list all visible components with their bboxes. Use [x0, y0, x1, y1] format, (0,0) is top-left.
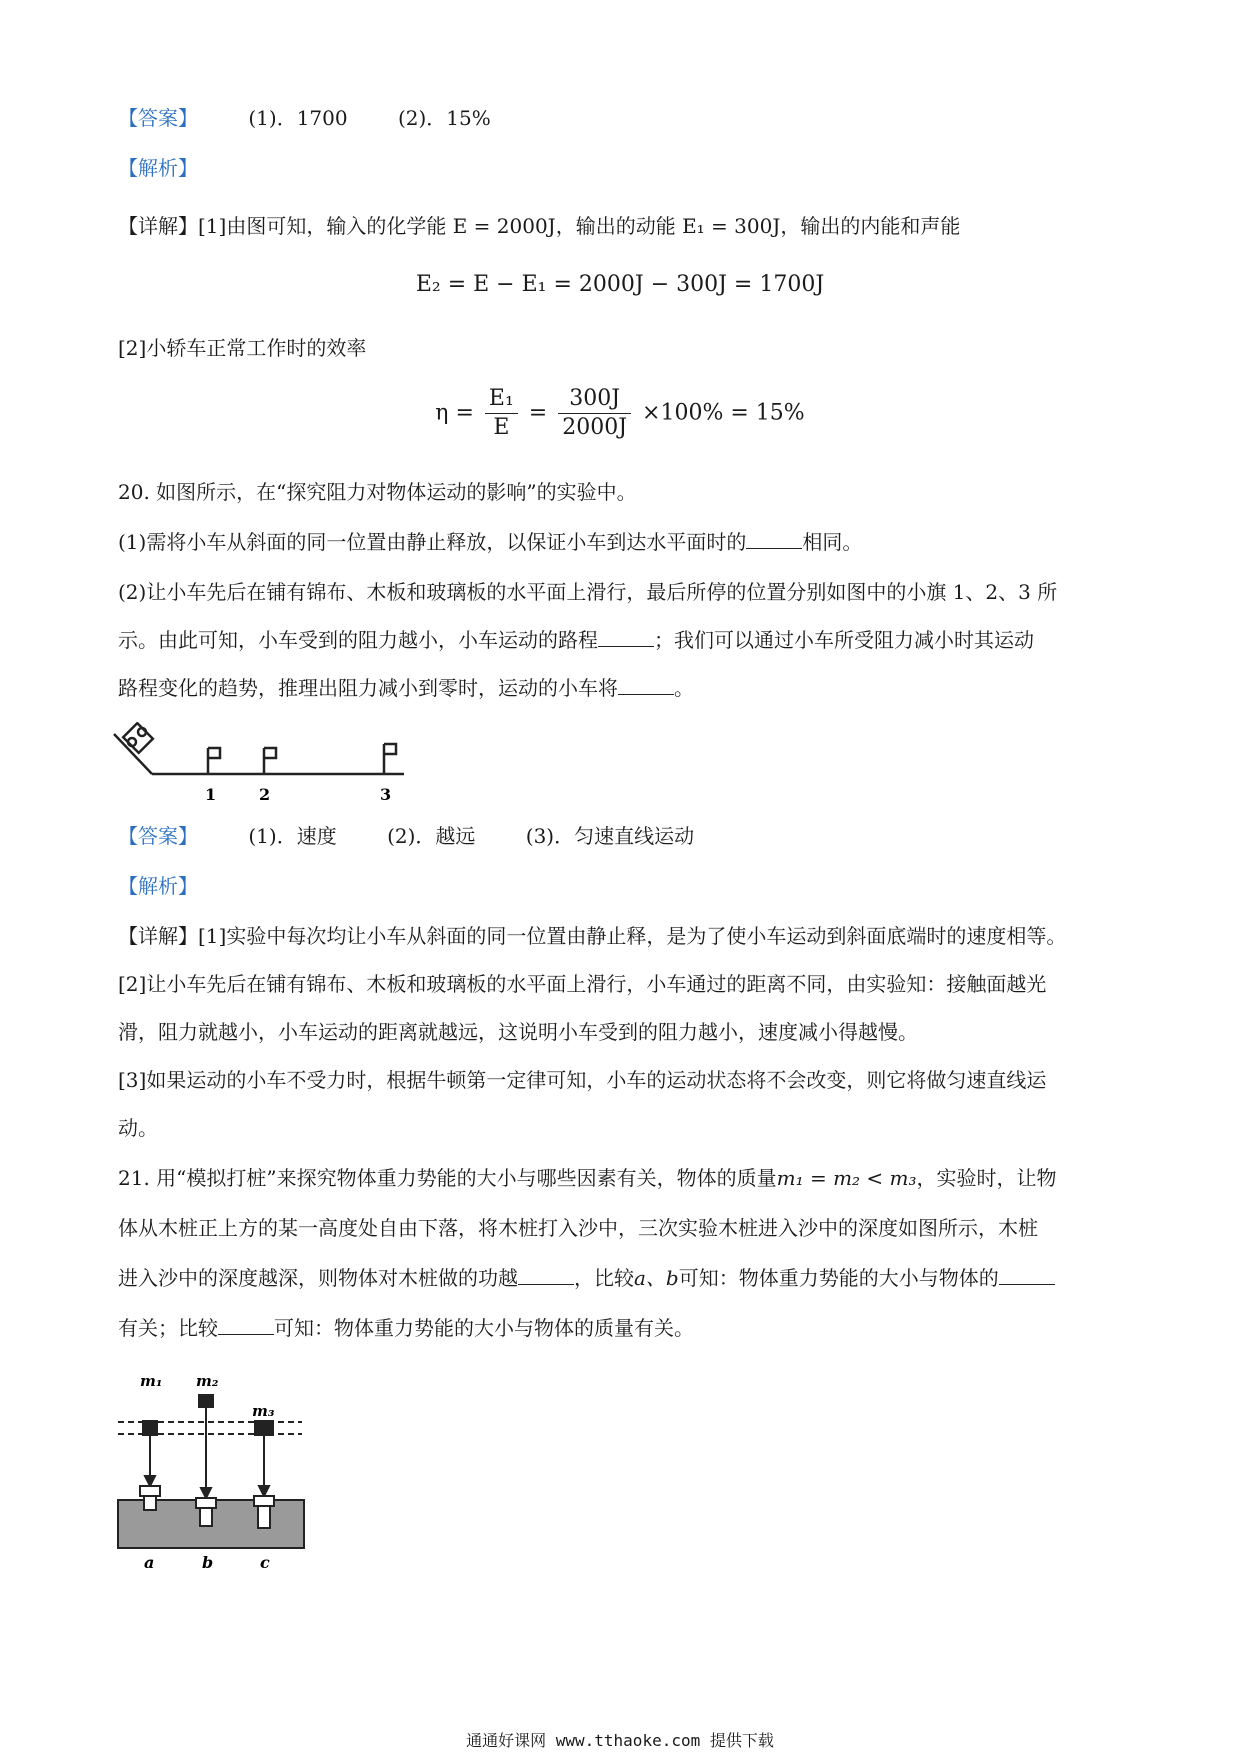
flag-label-2: 2 [259, 785, 271, 804]
mass-m2-icon [198, 1394, 214, 1408]
q20-part1: (1)需将小车从斜面的同一位置由静止释放，以保证小车到达水平面时的 相同。 [118, 530, 863, 554]
fill-blank[interactable] [618, 676, 674, 695]
pile-label-c: c [260, 1553, 270, 1572]
equation-2: η = $\frac{\text{E₁}}{E}$ = $\frac{300J}{2000J}$ ×100% = 15% [435, 386, 805, 440]
fill-blank[interactable] [746, 530, 802, 549]
q20-part2-line1: (2)让小车先后在铺有锦布、木板和玻璃板的水平面上滑行，最后所停的位置分别如图中的小旗 1、2、3 所 [118, 580, 1058, 604]
mass-m1-icon [142, 1420, 158, 1436]
mass-label-m2: m₂ [196, 1372, 219, 1390]
mass-m3-icon [254, 1420, 274, 1436]
q19-answer-line [118, 104, 491, 132]
q21-line1: 21. 用“模拟打桩”来探究物体重力势能的大小与哪些因素有关，物体的质量m₁ = m₂ < m₃，实验时，让物 [118, 1166, 1057, 1190]
answer-1: (1)．1700 [248, 106, 348, 130]
q19-detail-1: 【详解】[1]由图可知，输入的化学能 E = 2000J，输出的动能 E₁ = 300J，输出的内能和声能 [118, 214, 961, 238]
flag-label-1: 1 [205, 785, 217, 804]
pile-a-icon [140, 1486, 160, 1496]
flag-label-3: 3 [380, 785, 392, 804]
fraction-2: $\frac{300J}{2000J}$ [558, 385, 631, 442]
q20-stem: 20. 如图所示，在“探究阻力对物体运动的影响”的实验中。 [118, 480, 637, 504]
flag-3-icon [384, 744, 396, 774]
q20-analysis-tag: 【解析】 [118, 874, 198, 898]
flag-2-icon [264, 748, 276, 774]
fill-blank[interactable] [218, 1316, 274, 1335]
formula-E1: E₁ = 300J [682, 214, 781, 238]
q20-detail-3b: 动。 [118, 1116, 158, 1140]
q20-detail-3a: [3]如果运动的小车不受力时，根据牛顿第一定律可知，小车的运动状态将不会改变，则它将做匀速直线运 [118, 1068, 1047, 1092]
page-footer: 通通好课网 www.tthaoke.com 提供下载 [466, 1731, 774, 1750]
detail-tag: 【详解】 [118, 214, 198, 238]
fill-blank[interactable] [518, 1266, 574, 1285]
q20-part2-line3: 路程变化的趋势，推理出阻力减小到零时，运动的小车将 。 [118, 676, 694, 700]
mass-label-m3: m₃ [252, 1402, 275, 1420]
q20-answer-line: 【答案】 (1)．速度 (2)．越远 (3)．匀速直线运动 [118, 824, 695, 848]
pile-driving-figure [116, 1372, 336, 1572]
fill-blank[interactable] [999, 1266, 1055, 1285]
pile-c-icon [254, 1496, 274, 1506]
mass-relation: m₁ = m₂ < m₃ [776, 1166, 917, 1190]
q19-analysis-tag: 【解析】 [118, 156, 198, 180]
q21-line2: 体从木桩正上方的某一高度处自由下落，将木桩打入沙中，三次实验木桩进入沙中的深度如图所示，木桩 [118, 1216, 1038, 1240]
q21-line4: 有关；比较 可知：物体重力势能的大小与物体的质量有关。 [118, 1316, 694, 1340]
formula-E: E = 2000J [452, 214, 556, 238]
q20-part2-line2: 示。由此可知，小车受到的阻力越小，小车运动的路程 ；我们可以通过小车所受阻力减小时其运动 [118, 628, 1034, 652]
answer-2: (2)．15% [397, 106, 491, 130]
q20-detail-2a: [2]让小车先后在铺有锦布、木板和玻璃板的水平面上滑行，小车通过的距离不同，由实验知：接触面越光 [118, 972, 1047, 996]
pile-label-b: b [202, 1553, 214, 1572]
q21-line3: 进入沙中的深度越深，则物体对木桩做的功越 ，比较a、b可知：物体重力势能的大小与物体的 [118, 1264, 1055, 1292]
pile-label-a: a [144, 1553, 155, 1572]
fill-blank[interactable] [598, 628, 654, 647]
q20-detail-1: 【详解】[1]实验中每次均让小车从斜面的同一位置由静止释，是为了使小车运动到斜面底端时的速度相等。 [118, 924, 1067, 948]
answer-tag: 【答案】 [118, 106, 198, 130]
equation-1: E₂ = E − E₁ = 2000J − 300J = 1700J [415, 272, 825, 297]
ramp-cart-figure [112, 722, 412, 812]
mass-label-m1: m₁ [140, 1372, 163, 1390]
q20-detail-2b: 滑，阻力就越小，小车运动的距离就越远，这说明小车受到的阻力越小，速度减小得越慢。 [118, 1020, 918, 1044]
q19-detail-2: [2]小轿车正常工作时的效率 [118, 336, 367, 360]
pile-b-icon [196, 1498, 216, 1508]
flag-1-icon [208, 748, 220, 774]
fraction-1: $\frac{\text{E₁}}{E}$ [485, 385, 518, 442]
